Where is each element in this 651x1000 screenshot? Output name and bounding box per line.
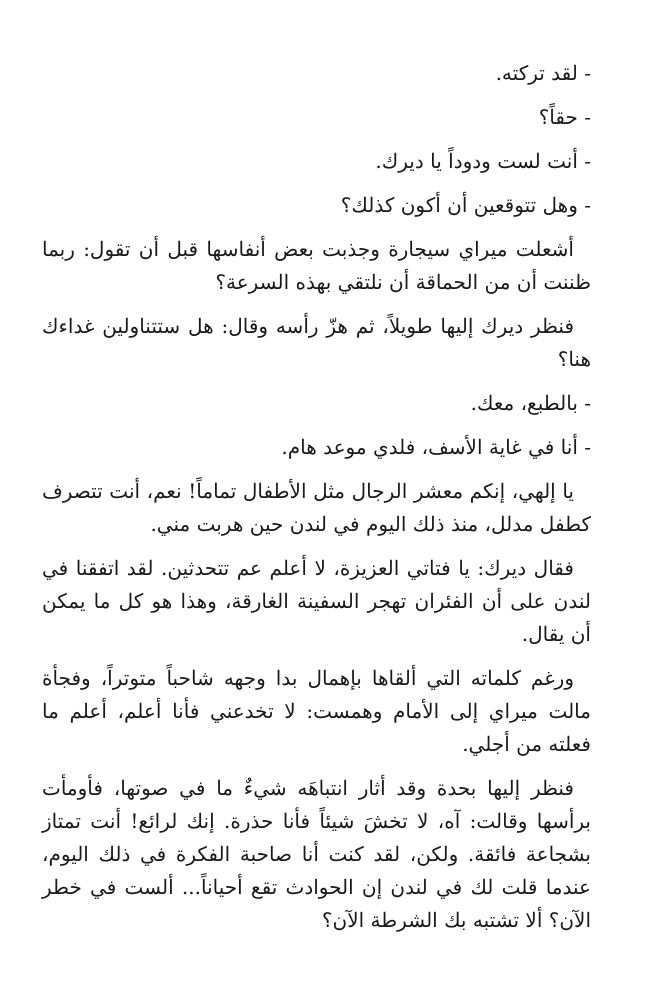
dialogue-line-4: - وهل تتوقعين أن أكون كذلك؟ [340, 193, 591, 217]
paragraph-1: أشعلت ميراي سيجارة وجذبت بعض أنفاسها قبل أن تقول: ربما ظننت أن من الحماقة أن نلتقي بهذه السرعة؟ [42, 237, 591, 294]
dialogue-line-6: - أنا في غاية الأسف، فلدي موعد هام. [281, 435, 591, 459]
dialogue-line-3: - أنت لست ودوداً يا ديرك. [375, 149, 591, 173]
paragraph-4: فقال ديرك: يا فتاتي العزيزة، لا أعلم عم تتحدثين. لقد اتفقنا في لندن على أن الفئران تهجر السفينة الغارقة، وهذا هو كل ما يمكن أن يقال. [42, 556, 591, 646]
dialogue-line-2: - حقاً؟ [538, 105, 591, 129]
dialogue-line-1: - لقد تركته. [495, 61, 591, 85]
paragraph-3: يا إلهي، إنكم معشر الرجال مثل الأطفال تماماً! نعم، أنت تتصرف كطفل مدلل، منذ ذلك اليوم في لندن حين هربت مني. [42, 479, 591, 536]
paragraph-5: ورغم كلماته التي ألقاها بإهمال بدا وجهه شاحباً متوتراً، وفجأة مالت ميراي إلى الأمام وهمست: لا تخدعني فأنا أعلم، أعلم ما فعلته من أجلي. [42, 666, 591, 756]
dialogue-line-5: - بالطبع، معك. [470, 391, 591, 415]
paragraph-6: فنظر إليها بحدة وقد أثار انتباهَه شيءٌ ما في صوتها، فأومأت برأسها وقالت: آه، لا تخشَ شيئاً فأنا حذرة. إنك لرائع! أنت تمتاز بشجاعة فائقة. ولكن، لقد كنت أنا صاحبة الفكرة في ذلك اليوم، عندما قلت لك في لندن إن الحوادث تقع أحياناً... ألست في خطر الآن؟ ألا تشتبه بك الشرطة الآن؟ [42, 776, 591, 932]
paragraph-2: فنظر ديرك إليها طويلاً، ثم هزّ رأسه وقال: هل ستتناولين غداءك هنا؟ [42, 314, 591, 371]
